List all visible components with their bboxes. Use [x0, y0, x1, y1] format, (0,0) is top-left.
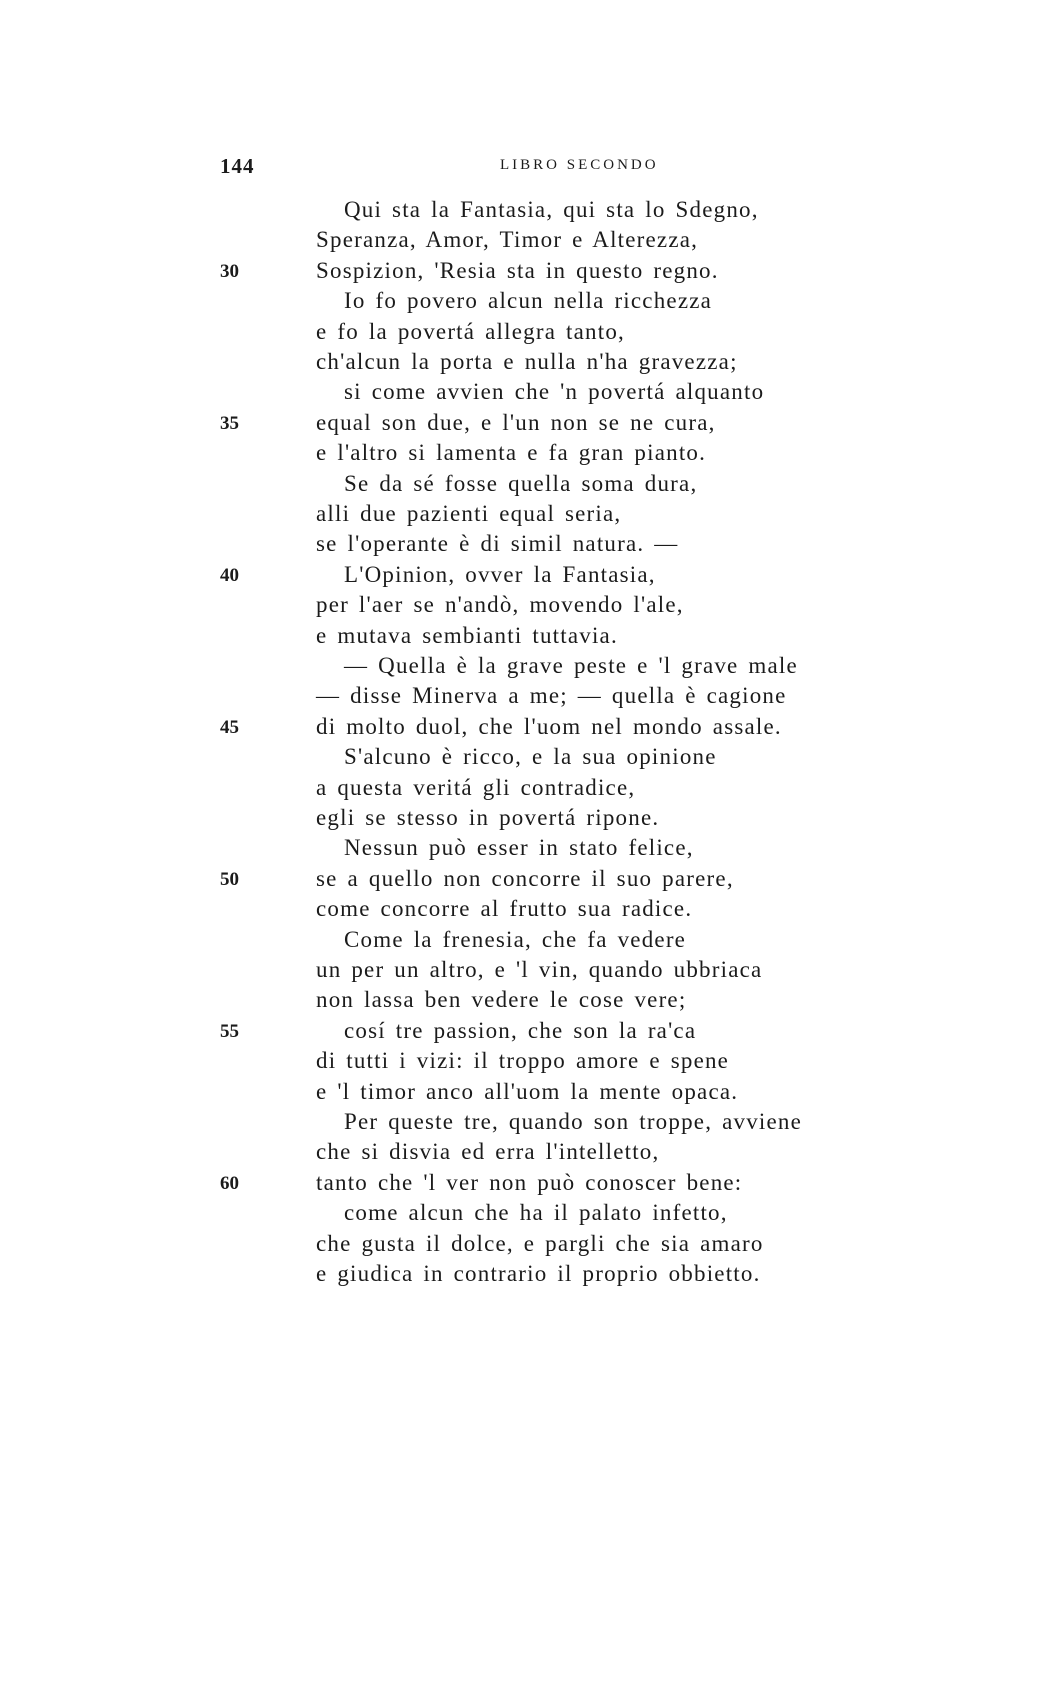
verse-line: e l'altro si lamenta e fa gran pianto.: [316, 440, 707, 466]
line-number: 40: [220, 564, 239, 586]
verse-line: ch'alcun la porta e nulla n'ha gravezza;: [316, 349, 738, 374]
verse-line: e mutava sembianti tuttavia.: [316, 622, 618, 648]
verse-line: si come avvien che 'n povertá alquanto: [344, 379, 765, 405]
verse-line: Se da sé fosse quella soma dura,: [344, 470, 698, 496]
verse-line: non lassa ben vedere le cose vere;: [316, 987, 687, 1013]
verse-line: Speranza, Amor, Timor e Alterezza,: [316, 227, 699, 253]
verse-line: un per un altro, e 'l vin, quando ubbriaca: [316, 957, 763, 982]
verse-line: e fo la povertá allegra tanto,: [316, 318, 625, 344]
verse-line: egli se stesso in povertá ripone.: [316, 805, 660, 830]
verse-line: e giudica in contrario il proprio obbietto.: [316, 1261, 761, 1286]
verse-line: che si disvia ed erra l'intelletto,: [316, 1139, 660, 1165]
verse-line: come alcun che ha il palato infetto,: [344, 1200, 728, 1226]
verse-line: cosí tre passion, che son la ra'ca: [344, 1017, 697, 1043]
verse-line: se a quello non concorre il suo parere,: [316, 865, 734, 891]
verse-line: e 'l timor anco all'uom la mente opaca.: [316, 1078, 739, 1104]
verse-line: — Quella è la grave peste e 'l grave male: [344, 653, 798, 678]
line-number: 45: [220, 716, 239, 738]
verse-line: che gusta il dolce, e pargli che sia amaro: [316, 1230, 764, 1256]
verse-line: come concorre al frutto sua radice.: [316, 896, 693, 922]
verse-line: Nessun può esser in stato felice,: [344, 835, 694, 861]
verse-line: Sospizion, 'Resia sta in questo regno.: [316, 257, 719, 283]
line-number: 50: [220, 868, 239, 890]
verse-line: equal son due, e l'un non se ne cura,: [316, 409, 716, 435]
verse-line: L'Opinion, ovver la Fantasia,: [344, 561, 656, 587]
verse-line: — disse Minerva a me; — quella è cagione: [316, 683, 787, 709]
verse-line: di molto duol, che l'uom nel mondo assale.: [316, 713, 782, 739]
verse-line: Qui sta la Fantasia, qui sta lo Sdegno,: [344, 197, 759, 222]
verse-line: alli due pazienti equal seria,: [316, 501, 622, 526]
verse-line: di tutti i vizi: il troppo amore e spene: [316, 1048, 730, 1074]
page-number: 144: [220, 154, 255, 178]
verse-line: a questa veritá gli contradice,: [316, 774, 636, 800]
line-number: 35: [220, 412, 239, 434]
verse-line: se l'operante è di simil natura. —: [316, 531, 679, 557]
line-number: 30: [220, 260, 239, 282]
verse-line: per l'aer se n'andò, movendo l'ale,: [316, 592, 684, 618]
running-head: LIBRO SECONDO: [500, 157, 659, 173]
verse-line: Io fo povero alcun nella ricchezza: [344, 288, 713, 314]
verse-line: tanto che 'l ver non può conoscer bene:: [316, 1169, 743, 1195]
verse-line: S'alcuno è ricco, e la sua opinione: [344, 744, 717, 770]
line-number: 55: [220, 1020, 239, 1042]
line-number: 60: [220, 1172, 239, 1194]
verse-line: Come la frenesia, che fa vedere: [344, 926, 687, 952]
verse-line: Per queste tre, quando son troppe, avviene: [344, 1109, 803, 1134]
